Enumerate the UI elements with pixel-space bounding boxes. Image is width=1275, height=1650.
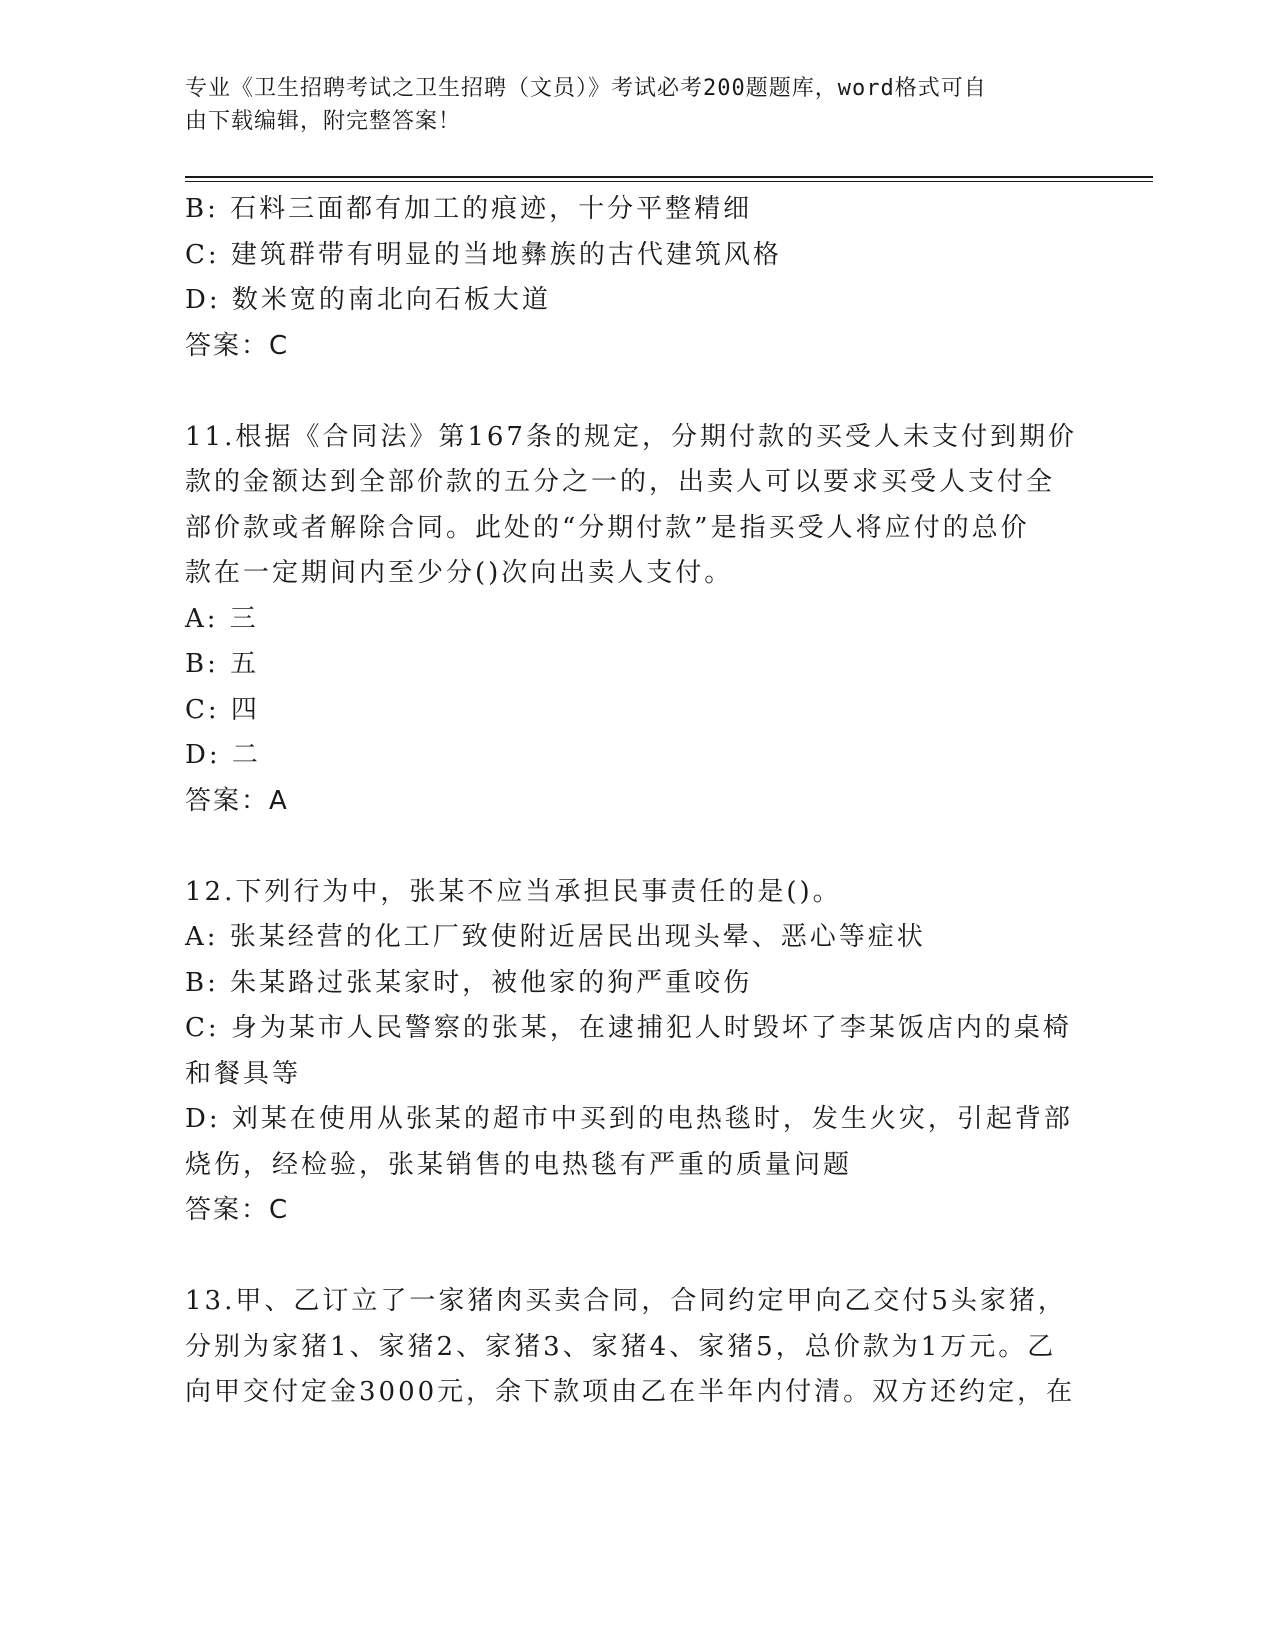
spacer bbox=[185, 1234, 1075, 1280]
spacer bbox=[185, 824, 1075, 870]
spacer bbox=[185, 369, 1075, 415]
q11-option-b: B: 五 bbox=[185, 649, 260, 679]
question-12 bbox=[185, 870, 1075, 1234]
q10-option-b: B: 石料三面都有加工的痕迹，十分平整精细 bbox=[185, 194, 753, 224]
q12-stem: 12.下列行为中，张某不应当承担民事责任的是()。 bbox=[185, 876, 842, 907]
q10-option-d: D: 数米宽的南北向石板大道 bbox=[185, 285, 551, 315]
header-line-1: 专业《卫生招聘考试之卫生招聘（文员）》考试必考200题题库，word格式可自 bbox=[185, 76, 987, 101]
header-rule-thick bbox=[185, 176, 1153, 178]
question-11 bbox=[185, 415, 1075, 825]
q11-option-d: D: 二 bbox=[185, 740, 261, 770]
q11-option-c: C: 四 bbox=[185, 694, 260, 725]
q11-stem-line: 11.根据《合同法》第167条的规定，分期付款的买受人未支付到期价 bbox=[185, 421, 1077, 452]
question-10-tail bbox=[185, 187, 1075, 369]
q12-option-b: B: 朱某路过张某家时，被他家的狗严重咬伤 bbox=[185, 967, 753, 998]
q11-stem-line: 款的金额达到全部价款的五分之一的，出卖人可以要求买受人支付全 bbox=[185, 467, 1056, 497]
q11-stem-line: 部价款或者解除合同。此处的“分期付款”是指买受人将应付的总价 bbox=[185, 512, 1030, 543]
q12-option-d-line: D: 刘某在使用从张某的超市中买到的电热毯时，发生火灾，引起背部 bbox=[185, 1104, 1073, 1134]
q13-stem-line: 分别为家猪1、家猪2、家猪3、家猪4、家猪5，总价款为1万元。乙 bbox=[185, 1331, 1057, 1362]
document-header bbox=[185, 72, 1065, 138]
header-line-2: 由下载编辑，附完整答案！ bbox=[185, 109, 462, 134]
q10-answer: 答案：C bbox=[185, 330, 290, 361]
q11-answer: 答案：A bbox=[185, 785, 289, 816]
q13-stem-line: 向甲交付定金3000元，余下款项由乙在半年内付清。双方还约定，在 bbox=[185, 1377, 1076, 1407]
q12-option-c-line: C: 身为某市人民警察的张某，在逮捕犯人时毁坏了李某饭店内的桌椅 bbox=[185, 1013, 1072, 1043]
q11-option-a: A: 三 bbox=[185, 603, 259, 634]
q13-stem-line: 13.甲、乙订立了一家猪肉买卖合同，合同约定甲向乙交付5头家猪， bbox=[185, 1286, 1067, 1316]
q11-stem-line: 款在一定期间内至少分()次向出卖人支付。 bbox=[185, 558, 734, 588]
header-rule-thin bbox=[185, 181, 1153, 182]
document-body bbox=[185, 187, 1075, 1416]
q12-answer: 答案：C bbox=[185, 1195, 290, 1225]
q10-option-c: C: 建筑群带有明显的当地彝族的古代建筑风格 bbox=[185, 239, 782, 270]
q12-option-d-line: 烧伤，经检验，张某销售的电热毯有严重的质量问题 bbox=[185, 1149, 853, 1180]
question-13 bbox=[185, 1279, 1075, 1416]
q12-option-a: A: 张某经营的化工厂致使附近居民出现头晕、恶心等症状 bbox=[185, 922, 926, 952]
q12-option-c-line: 和餐具等 bbox=[185, 1058, 302, 1089]
